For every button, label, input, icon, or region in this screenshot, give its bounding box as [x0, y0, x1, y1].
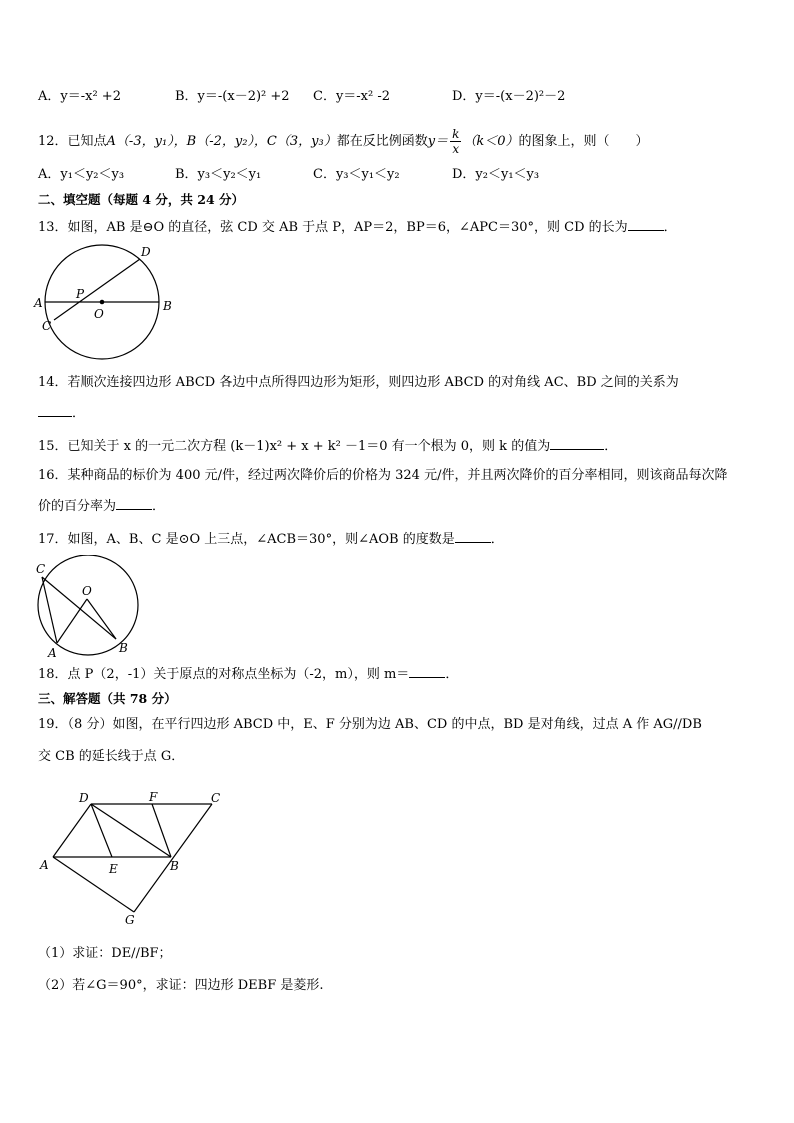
q13-label-p: P	[76, 287, 85, 301]
q17-circle	[38, 555, 138, 655]
q17-stem: 17．如图，A、B、C 是⊙O 上三点，∠ACB＝30°，则∠AOB 的度数是	[38, 532, 455, 547]
q13-label-b: B	[163, 299, 172, 313]
q12-stem-pre: 12．已知点	[38, 134, 107, 149]
q19-part1: （1）求证：DE//BF；	[38, 946, 172, 961]
q19-seg-fb	[152, 804, 171, 857]
q12-frac-num: k	[452, 127, 460, 141]
q13-figure	[30, 240, 180, 365]
q19-figure	[35, 788, 235, 928]
q13-label-o: O	[94, 307, 104, 321]
q14-tail: ．	[72, 406, 86, 421]
q12-stem-points: A（-3，y₁），B（-2，y₂），C（3，y₃）	[106, 134, 337, 149]
q13-stem: 13．如图，AB 是⊖O 的直径，弦 CD 交 AB 于点 P，AP＝2，BP＝6，∠APC＝30°，则 CD 的长为	[38, 220, 628, 235]
q17-figure	[30, 555, 150, 660]
q17-tail: ．	[490, 532, 504, 547]
q12-option-c: C．y₃＜y₁＜y₂	[313, 167, 400, 182]
q12-option-b: B．y₃＜y₂＜y₁	[175, 167, 262, 182]
q12-stem-mid: 都在反比例函数	[336, 134, 428, 149]
q19-label-f: F	[149, 790, 158, 804]
q14-answer-blank	[38, 404, 72, 417]
q13-tail: ．	[663, 220, 677, 235]
q17-label-a: A	[48, 646, 57, 660]
q16-tail: ．	[152, 499, 166, 514]
q16-answer-blank	[116, 497, 152, 510]
q16-stem: 价的百分率为	[38, 499, 117, 514]
q17-label-b: B	[119, 641, 128, 655]
q15-text	[38, 437, 617, 456]
q13-label-a: A	[34, 296, 43, 310]
q15-tail: ．	[604, 439, 618, 454]
q16-line1: 16．某种商品的标价为 400 元/件，经过两次降价后的价格为 324 元/件，并且两次降价的百分率相同，则该商品每次降	[38, 468, 728, 483]
q19-line-cg	[134, 804, 212, 912]
q13-center-dot	[100, 300, 105, 305]
q12-cond: （k＜0）	[463, 134, 519, 149]
q13-label-c: C	[42, 319, 52, 333]
q18-tail: ．	[445, 667, 459, 682]
q19-label-a: A	[40, 858, 49, 872]
q19-label-g: G	[125, 913, 135, 927]
q19-line-ag	[53, 857, 134, 912]
q16-line2	[38, 497, 165, 516]
q19-label-c: C	[211, 791, 221, 805]
q19-seg-de	[91, 804, 112, 857]
q19-label-d: D	[79, 791, 89, 805]
q18-answer-blank	[409, 665, 445, 678]
q17-label-c: C	[36, 562, 46, 576]
q17-seg-ao	[57, 599, 87, 643]
q11-option-c: C．y＝-x² -2	[313, 89, 391, 104]
q12-option-a: A．y₁＜y₂＜y₃	[38, 167, 125, 182]
q19-diagonal-bd	[91, 804, 171, 857]
q18-text	[38, 665, 458, 684]
q15-answer-blank	[550, 437, 604, 450]
q11-option-b: B．y＝-(x－2)² +2	[175, 89, 290, 104]
q17-text	[38, 530, 504, 549]
q18-stem: 18．点 P（2，-1）关于原点的对称点坐标为（-2，m），则 m＝	[38, 667, 410, 682]
q19-label-e: E	[109, 862, 118, 876]
q12-func-lhs: y＝	[427, 134, 449, 149]
q12-stem	[38, 127, 649, 156]
section-3-title: 三、解答题（共 78 分）	[38, 691, 177, 706]
q17-seg-cb	[42, 577, 116, 639]
q19-part2: （2）若∠G＝90°，求证：四边形 DEBF 是菱形.	[38, 978, 324, 993]
q13-label-d: D	[141, 245, 151, 259]
q11-option-a: A．y＝-x² +2	[38, 89, 121, 104]
q12-stem-post: 的图象上，则（ ）	[518, 134, 649, 149]
q17-label-o: O	[82, 584, 92, 598]
q19-side-ad	[53, 804, 91, 857]
q14-text: 14．若顺次连接四边形 ABCD 各边中点所得四边形为矩形，则四边形 ABCD 的对角线 AC、BD 之间的关系为	[38, 375, 679, 390]
q17-answer-blank	[455, 530, 491, 543]
q13-answer-blank	[628, 218, 664, 231]
q15-stem: 15．已知关于 x 的一元二次方程 (k－1)x² + x + k² －1＝0 有一个根为 0，则 k 的值为	[38, 439, 551, 454]
q19-label-b: B	[170, 859, 179, 873]
q11-option-d: D．y＝-(x－2)²－2	[452, 89, 566, 104]
q14-blank-line	[38, 404, 85, 423]
section-2-title: 二、填空题（每题 4 分，共 24 分）	[38, 192, 245, 207]
q12-frac-den: x	[452, 142, 460, 156]
q19-line2: 交 CB 的延长线于点 G．	[38, 749, 185, 764]
q19-line1: 19．（8 分）如图，在平行四边形 ABCD 中，E、F 分别为边 AB、CD 的中点，BD 是对角线，过点 A 作 AG//DB	[38, 717, 702, 732]
q13-text	[38, 218, 677, 237]
q12-option-d: D．y₂＜y₁＜y₃	[452, 167, 540, 182]
q12-fraction	[450, 127, 461, 156]
